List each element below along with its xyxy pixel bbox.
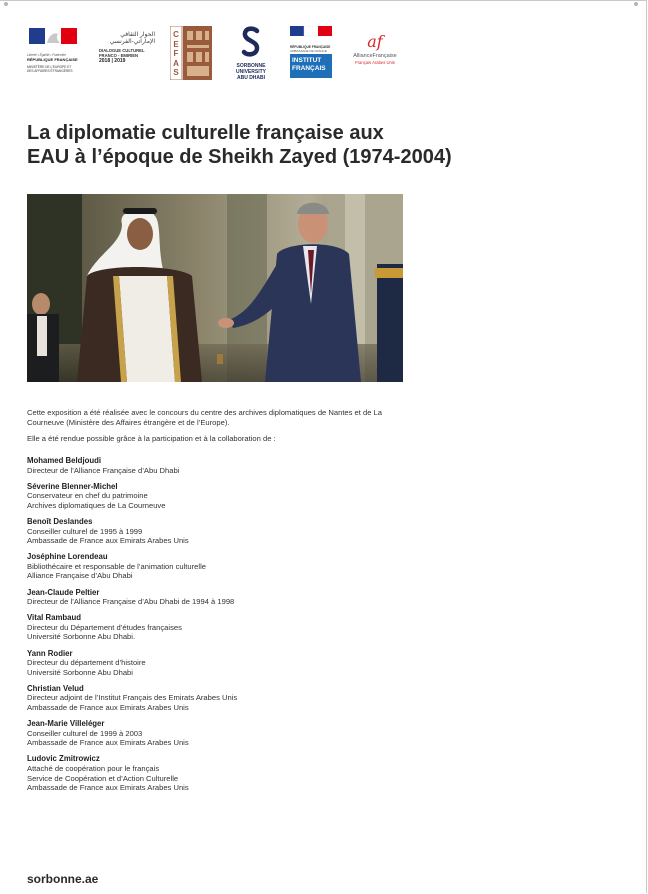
logo-institut-francais <box>290 26 332 80</box>
contributor-role: Ambassade de France aux Emirats Arabes Unis <box>27 783 189 793</box>
contributor-role: Attaché de coopération pour le français <box>27 763 160 773</box>
republique-motto: Liberté • Égalité • Fraternité <box>27 53 66 57</box>
contributor-name: Ludovic Zmitrowicz <box>27 754 100 764</box>
contributors-list <box>27 456 407 799</box>
corner-dot-left <box>4 2 8 6</box>
contributor-role: Directeur de l’Alliance Française d’Abu Dhabi de 1994 à 1998 <box>27 597 235 607</box>
contributor-role: Ambassade de France aux Emirats Arabes Unis <box>27 536 189 546</box>
contributor-name: Vital Rambaud <box>27 613 82 623</box>
intro-text <box>27 408 407 451</box>
contributor-name: Jean-Marie Villeléger <box>27 719 105 729</box>
contributor-role: Alliance Française d’Abu Dhabi <box>27 571 133 581</box>
intro-paragraph-2: Elle a été rendue possible grâce à la participation et à la collaboration de : <box>27 434 276 444</box>
contributor-name: Jean-Claude Peltier <box>27 587 100 597</box>
contributor-role: Conservateur en chef du patrimoine <box>27 491 148 501</box>
contributor-role: Université Sorbonne Abu Dhabi <box>27 667 133 677</box>
contributor-role: Directeur du département d’histoire <box>27 658 146 668</box>
contributor-role: Conseiller culturel de 1999 à 2003 <box>27 728 143 738</box>
contributor-name: Yann Rodier <box>27 648 73 658</box>
contributor-role: Conseiller culturel de 1995 à 1999 <box>27 526 143 536</box>
contributor-name: Mohamed Beldjoudi <box>27 456 102 465</box>
institut-republique: RÉPUBLIQUE FRANÇAISE <box>290 45 331 49</box>
republique-ministry: MINISTÈRE DE L'EUROPE ET DES AFFAIRES ÉTRANGÈRES <box>27 65 73 73</box>
dialogue-years: 2018 | 2019 <box>99 58 126 65</box>
contributor <box>27 482 407 511</box>
cefas-text: CEFAS <box>173 30 179 77</box>
logo-republique-francaise <box>27 26 81 73</box>
dialogue-line1: DIALOGUE CULTUREL <box>99 48 145 53</box>
contributor-role: Ambassade de France aux Emirats Arabes Unis <box>27 702 189 712</box>
contributor <box>27 552 407 581</box>
contributor-role: Service de Coopération et d’Action Culturelle <box>27 773 179 783</box>
intro-paragraph-1: Cette exposition a été réalisée avec le concours du centre des archives diplomatiques de Nantes et de La Courneuve (Ministère des Affaires étrangère et de l’Europe). <box>27 408 383 427</box>
sorbonne-line1: SORBONNE <box>236 63 266 69</box>
sorbonne-line2: UNIVERSITY <box>235 69 266 75</box>
contributor-name: Séverine Blenner-Michel <box>27 481 118 491</box>
contributor-name: Joséphine Lorendeau <box>27 552 108 562</box>
logo-alliance-francaise <box>349 34 401 65</box>
republique-name: RÉPUBLIQUE FRANÇAISE <box>27 57 78 62</box>
contributor <box>27 754 407 792</box>
contributor <box>27 649 407 678</box>
title-line-1: La diplomatie culturelle française aux <box>27 122 384 144</box>
sorbonne-s-icon <box>240 26 262 58</box>
dialogue-line2: FRANCO - EMIRIEN <box>99 53 139 59</box>
institut-line2: FRANÇAIS <box>292 65 326 72</box>
contributor-role: Archives diplomatiques de La Courneuve <box>27 500 166 510</box>
contributor-role: Directeur du Département d’études françaises <box>27 622 182 632</box>
contributor-role: Université Sorbonne Abu Dhabi. <box>27 632 136 642</box>
contributor-role: Directeur de l’Alliance Française d’Abu Dhabi <box>27 465 180 475</box>
historical-photo <box>27 194 403 382</box>
contributor-role: Directeur adjoint de l’Institut Français des Emirats Arabes Unis <box>27 693 238 703</box>
alliance-sub: Français Arabes Unis <box>355 60 395 65</box>
contributor <box>27 613 407 642</box>
contributor <box>27 456 407 475</box>
contributor <box>27 517 407 546</box>
tricolor-icon <box>290 26 332 40</box>
logo-sorbonne <box>227 26 275 81</box>
title-line-2: EAU à l’époque de Sheikh Zayed (1974-2004) <box>27 146 452 168</box>
institut-ambassade: AMBASSADE DE FRANCE <box>290 49 327 53</box>
dialogue-arabic: الحوار الثقافي الإماراتي-الفرنسي <box>109 32 155 45</box>
contributor-name: Christian Velud <box>27 683 84 693</box>
logo-cefas <box>170 26 212 80</box>
contributor <box>27 684 407 713</box>
contributor-name: Benoît Deslandes <box>27 516 93 526</box>
alliance-name: AllianceFrançaise <box>353 53 397 59</box>
institut-badge <box>290 54 332 78</box>
institut-line1: INSTITUT <box>292 57 322 64</box>
contributor-role: Bibliothécaire et responsable de l’animation culturelle <box>27 561 206 571</box>
logo-dialogue-culturel <box>99 32 155 65</box>
sorbonne-line3: ABU DHABI <box>236 75 266 81</box>
footer-url: sorbonne.ae <box>27 872 99 886</box>
contributor <box>27 588 407 607</box>
page-title <box>27 121 547 169</box>
photo-illustration <box>27 194 403 382</box>
contributor-role: Ambassade de France aux Emirats Arabes Unis <box>27 738 189 748</box>
contributor <box>27 719 407 748</box>
corner-dot-right <box>634 2 638 6</box>
alliance-mark: af <box>367 32 383 51</box>
marianne-icon <box>27 26 79 48</box>
partner-logos <box>27 26 407 86</box>
